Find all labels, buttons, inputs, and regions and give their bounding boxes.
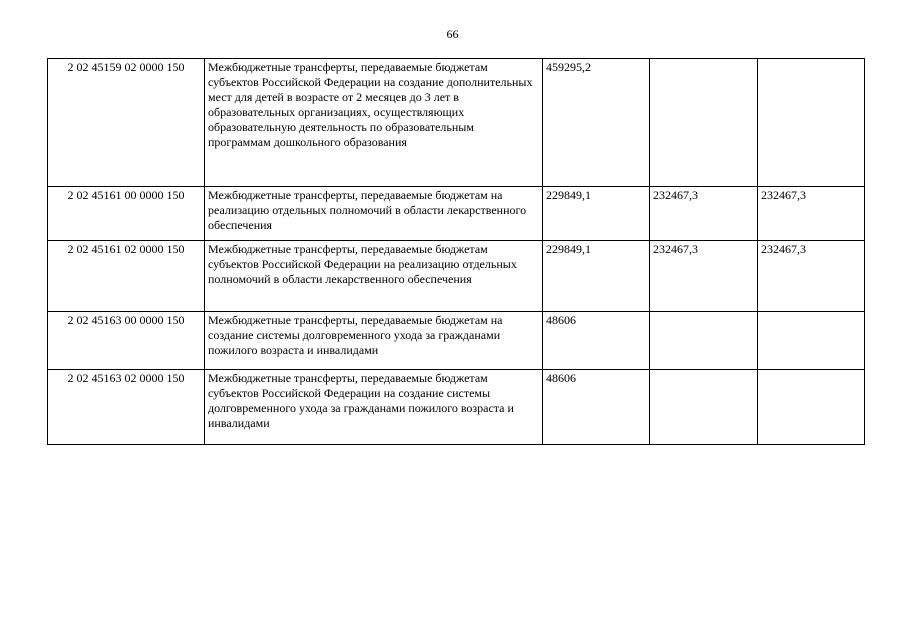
amount-col-3 <box>758 370 865 445</box>
amount-col-1: 229849,1 <box>543 241 650 312</box>
amount-col-3: 232467,3 <box>758 187 865 241</box>
budget-code: 2 02 45161 00 0000 150 <box>48 187 205 241</box>
row-description: Межбюджетные трансферты, передаваемые бюджетам субъектов Российской Федерации на создание дополнительных мест для детей в возрасте от 2 месяцев до 3 лет в образовательных организациях, осуществляющих образовательную деятельность по образовательным программам дошкольного образования <box>205 59 543 187</box>
amount-col-1: 459295,2 <box>543 59 650 187</box>
amount-col-3 <box>758 312 865 370</box>
amount-col-1: 48606 <box>543 370 650 445</box>
table-row <box>48 370 865 445</box>
budget-table <box>47 58 865 445</box>
table-row <box>48 59 865 187</box>
amount-col-1: 48606 <box>543 312 650 370</box>
budget-code: 2 02 45163 00 0000 150 <box>48 312 205 370</box>
amount-col-1: 229849,1 <box>543 187 650 241</box>
budget-code: 2 02 45159 02 0000 150 <box>48 59 205 187</box>
budget-code: 2 02 45163 02 0000 150 <box>48 370 205 445</box>
amount-col-2 <box>650 59 758 187</box>
amount-col-3 <box>758 59 865 187</box>
row-description: Межбюджетные трансферты, передаваемые бюджетам субъектов Российской Федерации на создание системы долговременного ухода за гражданами пожилого возраста и инвалидами <box>205 370 543 445</box>
amount-col-2 <box>650 370 758 445</box>
budget-code: 2 02 45161 02 0000 150 <box>48 241 205 312</box>
amount-col-3: 232467,3 <box>758 241 865 312</box>
amount-col-2 <box>650 312 758 370</box>
row-description: Межбюджетные трансферты, передаваемые бюджетам субъектов Российской Федерации на реализацию отдельных полномочий в области лекарственного обеспечения <box>205 241 543 312</box>
row-description: Межбюджетные трансферты, передаваемые бюджетам на создание системы долговременного ухода за гражданами пожилого возраста и инвалидами <box>205 312 543 370</box>
table-row <box>48 241 865 312</box>
row-description: Межбюджетные трансферты, передаваемые бюджетам на реализацию отдельных полномочий в области лекарственного обеспечения <box>205 187 543 241</box>
page-number: 66 <box>446 27 459 41</box>
amount-col-2: 232467,3 <box>650 187 758 241</box>
table-row <box>48 187 865 241</box>
amount-col-2: 232467,3 <box>650 241 758 312</box>
table-row <box>48 312 865 370</box>
